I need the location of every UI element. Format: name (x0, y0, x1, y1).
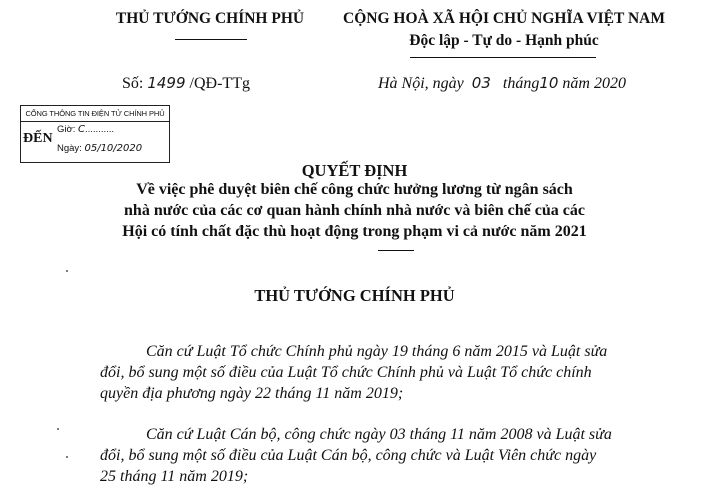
place-and-date (378, 74, 626, 93)
paragraph-line: 25 tháng 11 năm 2019; (100, 468, 249, 485)
handwritten-month: 10 (539, 74, 559, 92)
title-separator (378, 250, 414, 251)
received-stamp (20, 105, 170, 163)
paragraph-line: đổi, bổ sung một số điều của Luật Tổ chức Chính phủ và Luật Tổ chức chính (100, 364, 592, 381)
scan-speck (57, 428, 59, 430)
subject-line: Về việc phê duyệt biên chế công chức hưởng lương từ ngân sách (136, 181, 573, 198)
stamp-time-value: C (78, 124, 85, 135)
motto-underline (410, 57, 596, 58)
scan-speck (66, 456, 68, 458)
subject-line: Hội có tính chất đặc thù hoạt động trong phạm vi cả nước năm 2021 (122, 223, 587, 240)
subject-line: nhà nước của các cơ quan hành chính nhà nước và biên chế của các (124, 202, 585, 219)
legal-basis-paragraph (100, 424, 686, 487)
number-suffix: /QĐ-TTg (189, 75, 250, 92)
stamp-date-value: 05/10/2020 (84, 143, 143, 154)
year-text: năm 2020 (562, 75, 626, 92)
stamp-time-row (57, 124, 114, 135)
country-name: CỘNG HOÀ XÃ HỘI CHỦ NGHĨA VIỆT NAM (343, 10, 665, 27)
paragraph-line: quyền địa phương ngày 22 tháng 11 năm 2019; (100, 385, 404, 402)
handwritten-day: 03 (471, 74, 491, 92)
stamp-date-row (57, 143, 142, 154)
stamp-time-dots: ........... (85, 124, 115, 135)
place-prefix: Hà Nội, ngày (378, 75, 464, 92)
scan-speck (66, 270, 68, 272)
document-title: QUYẾT ĐỊNH (301, 161, 408, 180)
paragraph-line: đổi, bổ sung một số điều của Luật Cán bộ, công chức và Luật Viên chức ngày (100, 447, 597, 464)
stamp-den-label: ĐẾN (23, 131, 53, 146)
decision-number (122, 74, 250, 93)
number-label: Số: (122, 75, 144, 92)
legal-basis-paragraph (100, 341, 686, 404)
paragraph-line: Căn cứ Luật Cán bộ, công chức ngày 03 tháng 11 năm 2008 và Luật sửa (146, 426, 612, 443)
organization-underline (175, 39, 247, 40)
stamp-time-label: Giờ: (57, 124, 76, 135)
stamp-header: CỔNG THÔNG TIN ĐIỆN TỬ CHÍNH PHỦ (21, 106, 169, 122)
month-label: tháng (502, 75, 540, 92)
paragraph-line: Căn cứ Luật Tổ chức Chính phủ ngày 19 tháng 6 năm 2015 và Luật sửa (146, 343, 608, 360)
handwritten-number: 1499 (147, 74, 186, 92)
issuer-heading: THỦ TƯỚNG CHÍNH PHỦ (254, 286, 455, 305)
national-motto: Độc lập - Tự do - Hạnh phúc (409, 32, 599, 49)
issuing-organization: THỦ TƯỚNG CHÍNH PHỦ (115, 10, 305, 27)
stamp-date-label: Ngày: (57, 143, 82, 154)
